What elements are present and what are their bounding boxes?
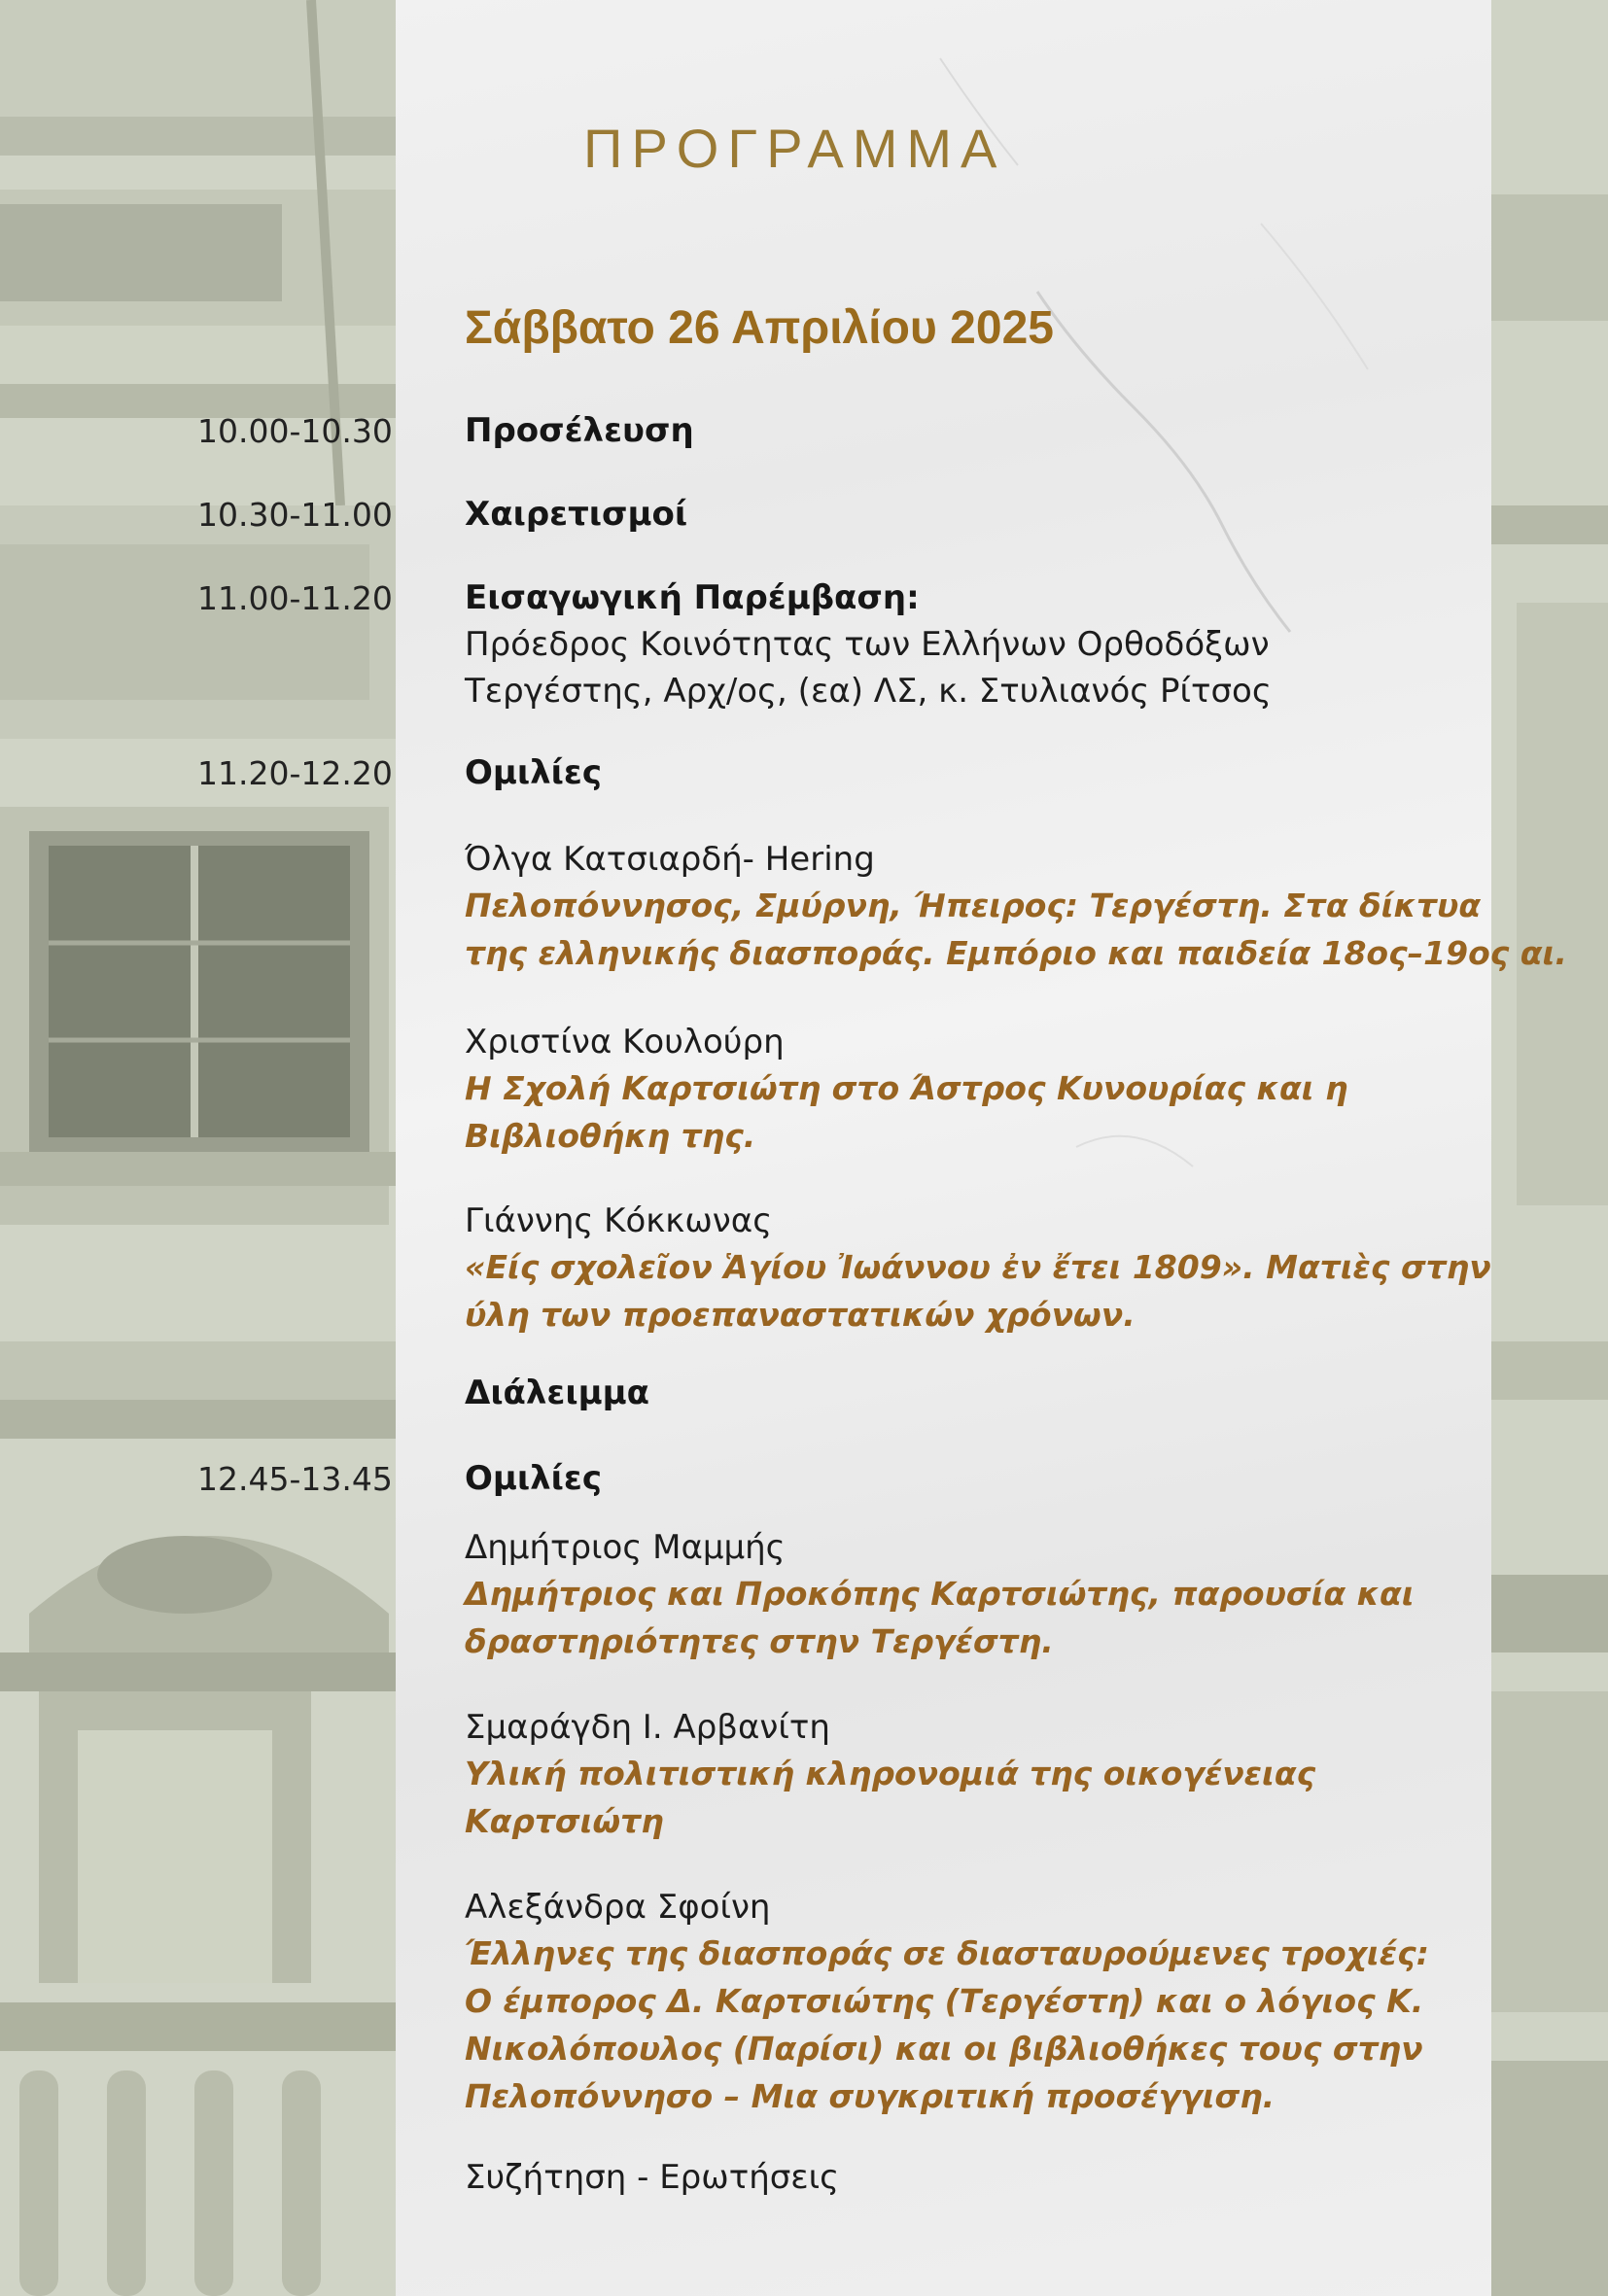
- time-slot-1: 10.00-10.30: [197, 412, 393, 450]
- speaker-name: Γιάννης Κόκκωνας: [465, 1201, 773, 1240]
- speaker-name: Αλεξάνδρα Σφοίνη: [465, 1888, 771, 1927]
- time-slot-3: 11.00-11.20: [197, 579, 393, 617]
- session-break: Διάλειμμα: [465, 1374, 650, 1412]
- presentation-line: Καρτσιώτη: [465, 1802, 664, 1840]
- presentation-line: της ελληνικής διασποράς. Εμπόριο και παιδεία 18ος–19ος αι.: [465, 934, 1567, 972]
- presentation-line: ύλη των προεπαναστατικών χρόνων.: [465, 1296, 1136, 1334]
- introduction-line: Τεργέστης, Αρχ/ος, (εα) ΛΣ, κ. Στυλιανός Ρίτσος: [465, 672, 1272, 711]
- session-arrival: Προσέλευση: [465, 411, 694, 450]
- presentation-title: [465, 1243, 1491, 1339]
- speaker-name: Όλγα Κατσιαρδή- Hering: [465, 840, 875, 879]
- presentation-title: [465, 1930, 1429, 2120]
- presentation-title: [465, 882, 1567, 977]
- introduction-speaker: [465, 621, 1272, 714]
- presentation-line: δραστηριότητες στην Τεργέστη.: [465, 1622, 1054, 1660]
- presentation-line: Έλληνες της διασποράς σε διασταυρούμενες τροχιές:: [465, 1934, 1429, 1972]
- discussion-questions: Συζήτηση - Ερωτήσεις: [465, 2158, 840, 2197]
- speaker-name: Χριστίνα Κουλούρη: [465, 1023, 785, 1061]
- speaker-name: Σμαράγδη Ι. Αρβανίτη: [465, 1708, 830, 1747]
- introduction-line: Πρόεδρος Κοινότητας των Ελλήνων Ορθοδόξων: [465, 625, 1270, 664]
- presentation-line: Η Σχολή Καρτσιώτη στο Άστρος Κυνουρίας και η: [465, 1069, 1348, 1107]
- presentation-line: «Είς σχολεῖον Ἁγίου Ἰωάννου ἐν ἔτει 1809». Ματιὲς στην: [465, 1248, 1491, 1286]
- session-introduction: Εισαγωγική Παρέμβαση:: [465, 578, 920, 617]
- presentation-line: Νικολόπουλος (Παρίσι) και οι βιβλιοθήκες τους στην: [465, 2030, 1423, 2068]
- session-talks-2: Ομιλίες: [465, 1459, 603, 1498]
- presentation-title: [465, 1570, 1415, 1665]
- program-title: ΠΡΟΓΡΑΜΜΑ: [583, 118, 1006, 179]
- presentation-title: [465, 1750, 1315, 1845]
- presentation-line: Πελοπόννησος, Σμύρνη, Ήπειρος: Τεργέστη. Στα δίκτυα: [465, 887, 1481, 924]
- presentation-line: Δημήτριος και Προκόπης Καρτσιώτης, παρουσία και: [465, 1575, 1415, 1613]
- presentation-line: Υλική πολιτιστική κληρονομιά της οικογένειας: [465, 1755, 1316, 1792]
- time-slot-2: 10.30-11.00: [197, 496, 393, 534]
- time-slot-5: 12.45-13.45: [197, 1460, 393, 1498]
- presentation-line: Πελοπόννησο – Μια συγκριτική προσέγγιση.: [465, 2077, 1276, 2115]
- time-slot-4: 11.20-12.20: [197, 754, 393, 792]
- presentation-title: [465, 1064, 1347, 1160]
- event-date: Σάββατο 26 Απριλίου 2025: [465, 302, 1054, 354]
- session-greetings: Χαιρετισμοί: [465, 495, 688, 534]
- presentation-line: Ο έμπορος Δ. Καρτσιώτης (Τεργέστη) και ο λόγιος Κ.: [465, 1982, 1424, 2020]
- presentation-line: Βιβλιοθήκη της.: [465, 1117, 756, 1155]
- speaker-name: Δημήτριος Μαμμής: [465, 1528, 786, 1567]
- session-talks-1: Ομιλίες: [465, 753, 603, 792]
